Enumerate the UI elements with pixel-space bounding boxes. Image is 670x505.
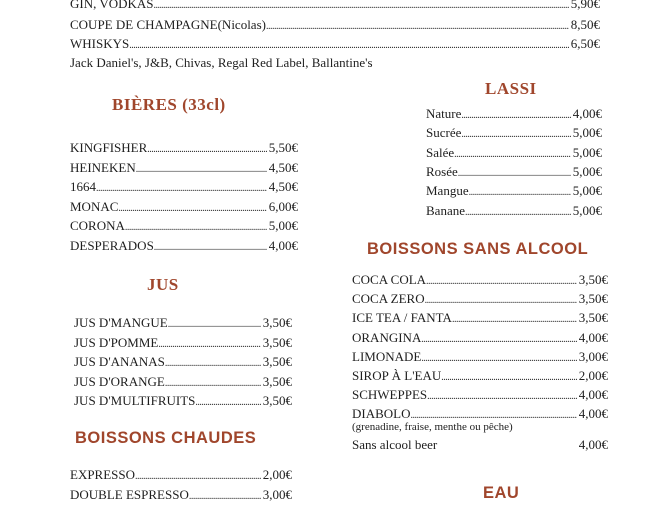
item-price: 3,00€ xyxy=(262,487,292,502)
item-price: 6,50€ xyxy=(570,36,600,51)
item-price: 2,00€ xyxy=(578,368,608,383)
menu-item xyxy=(70,199,298,217)
item-price: 5,00€ xyxy=(572,183,602,198)
dot-leader xyxy=(129,38,569,54)
dot-leader xyxy=(427,389,577,405)
item-price: 5,00€ xyxy=(572,125,602,140)
item-price: 5,00€ xyxy=(572,203,602,218)
dot-leader xyxy=(165,356,261,372)
dot-leader xyxy=(165,376,261,392)
item-price: 3,50€ xyxy=(262,354,292,369)
item-name: Sans alcool beer xyxy=(352,437,438,452)
item-name: COCA ZERO xyxy=(352,291,425,306)
item-name: DOUBLE ESPRESSO xyxy=(70,487,189,502)
menu-item xyxy=(426,106,602,124)
item-name: LIMONADE xyxy=(352,349,422,364)
whisky-brands-note: Jack Daniel's, J&B, Chivas, Regal Red Label, Ballantine's xyxy=(70,55,373,70)
menu-item xyxy=(70,467,292,485)
menu-item xyxy=(74,374,292,392)
dot-leader xyxy=(195,395,260,411)
menu-item xyxy=(426,125,602,143)
dot-leader xyxy=(168,317,261,333)
dot-leader xyxy=(461,127,570,143)
menu-item-sans-alcool-beer xyxy=(352,437,608,455)
item-name: Salée xyxy=(426,145,455,160)
section-title-bieres: BIÈRES (33cl) xyxy=(112,95,226,114)
menu-item xyxy=(426,164,602,182)
menu-item xyxy=(352,272,608,290)
item-name: ICE TEA / FANTA xyxy=(352,310,452,325)
dot-leader xyxy=(426,274,577,290)
dot-leader xyxy=(454,147,571,163)
menu-item xyxy=(74,393,292,411)
menu-item xyxy=(352,310,608,328)
item-name: JUS D'POMME xyxy=(74,335,159,350)
item-price: 4,00€ xyxy=(268,238,298,253)
item-name: KINGFISHER xyxy=(70,140,148,155)
dot-leader xyxy=(452,312,577,328)
item-name: Rosée xyxy=(426,164,458,179)
item-price: 2,00€ xyxy=(262,467,292,482)
dot-leader xyxy=(458,166,571,182)
item-name: ORANGINA xyxy=(352,330,422,345)
item-price: 3,50€ xyxy=(578,272,608,287)
item-price: 4,00€ xyxy=(578,330,608,345)
dot-leader xyxy=(125,220,267,236)
item-price: 5,00€ xyxy=(572,164,602,179)
item-name: DIABOLO xyxy=(352,406,411,421)
item-price: 5,00€ xyxy=(268,218,298,233)
section-title-jus: JUS xyxy=(147,275,179,294)
dot-leader xyxy=(189,489,261,505)
menu-item xyxy=(426,203,602,221)
menu-item xyxy=(74,335,292,353)
item-name: Sucrée xyxy=(426,125,462,140)
item-name: SIROP À L'EAU xyxy=(352,368,442,383)
menu-item xyxy=(352,291,608,309)
item-price: 3,50€ xyxy=(262,315,292,330)
item-name: JUS D'ORANGE xyxy=(74,374,165,389)
dot-leader xyxy=(266,19,569,35)
menu-item xyxy=(352,387,608,405)
item-name: EXPRESSO xyxy=(70,467,136,482)
item-price: 4,00€ xyxy=(572,106,602,121)
item-name: COCA COLA xyxy=(352,272,427,287)
item-price: 5,50€ xyxy=(268,140,298,155)
section-title-eau: EAU xyxy=(483,484,520,502)
item-price: 3,50€ xyxy=(578,291,608,306)
item-name: HEINEKEN xyxy=(70,160,136,175)
menu-item-whiskys xyxy=(70,36,600,54)
item-name: CORONA xyxy=(70,218,125,233)
item-price: 5,90€ xyxy=(570,0,600,11)
menu-item xyxy=(70,140,298,158)
menu-item xyxy=(74,354,292,372)
dot-leader xyxy=(425,293,577,309)
item-name: Nature xyxy=(426,106,462,121)
item-price: 8,50€ xyxy=(570,17,600,32)
item-price: 4,00€ xyxy=(578,437,608,452)
item-price: 4,50€ xyxy=(268,179,298,194)
menu-item xyxy=(70,179,298,197)
item-price: 4,50€ xyxy=(268,160,298,175)
dot-leader xyxy=(469,185,571,201)
diabolo-flavors-note: (grenadine, fraise, menthe ou pêche) xyxy=(352,421,513,433)
item-name: DESPERADOS xyxy=(70,238,154,253)
dot-leader xyxy=(118,201,266,217)
menu-item xyxy=(352,330,608,348)
menu-item xyxy=(74,315,292,333)
menu-item xyxy=(70,218,298,236)
dot-leader xyxy=(147,142,266,158)
item-price: 3,50€ xyxy=(262,393,292,408)
item-name: JUS D'MULTIFRUITS xyxy=(74,393,196,408)
dot-leader xyxy=(441,370,576,386)
dot-leader xyxy=(135,469,261,485)
item-price: 6,00€ xyxy=(268,199,298,214)
item-name: 1664 xyxy=(70,179,96,194)
item-name: JUS D'ANANAS xyxy=(74,354,165,369)
dot-leader xyxy=(465,205,571,221)
menu-item xyxy=(70,160,298,178)
item-price: 5,00€ xyxy=(572,145,602,160)
dot-leader xyxy=(421,351,576,367)
item-price: 3,50€ xyxy=(262,374,292,389)
item-name: SCHWEPPES xyxy=(352,387,428,402)
menu-item xyxy=(426,145,602,163)
item-name: Mangue xyxy=(426,183,469,198)
menu-item xyxy=(352,368,608,386)
item-name: COUPE DE CHAMPAGNE(Nicolas) xyxy=(70,17,266,32)
dot-leader xyxy=(421,332,576,348)
item-price: 3,50€ xyxy=(262,335,292,350)
item-price: 3,00€ xyxy=(578,349,608,364)
menu-item-gin-vodkas xyxy=(70,0,600,14)
item-price: 4,00€ xyxy=(578,406,608,421)
section-title-boissons-chaudes: BOISSONS CHAUDES xyxy=(75,429,257,447)
section-title-boissons-sans-alcool: BOISSONS SANS ALCOOL xyxy=(367,240,589,258)
dot-leader xyxy=(154,0,569,14)
dot-leader xyxy=(461,108,570,124)
menu-item-coupe-champagne xyxy=(70,17,600,35)
menu-item xyxy=(426,183,602,201)
item-price: 4,00€ xyxy=(578,387,608,402)
item-price: 3,50€ xyxy=(578,310,608,325)
item-name: GIN, VODKAS xyxy=(70,0,154,11)
menu-item xyxy=(352,349,608,367)
item-name: JUS D'MANGUE xyxy=(74,315,168,330)
item-name: MONAC xyxy=(70,199,119,214)
menu-item xyxy=(70,238,298,256)
dot-leader xyxy=(154,240,267,256)
item-name: WHISKYS xyxy=(70,36,130,51)
dot-leader xyxy=(96,181,267,197)
menu-item xyxy=(70,487,292,505)
dot-leader xyxy=(158,337,260,353)
dot-leader xyxy=(136,162,267,178)
item-name: Banane xyxy=(426,203,465,218)
section-title-lassi: LASSI xyxy=(485,79,537,98)
